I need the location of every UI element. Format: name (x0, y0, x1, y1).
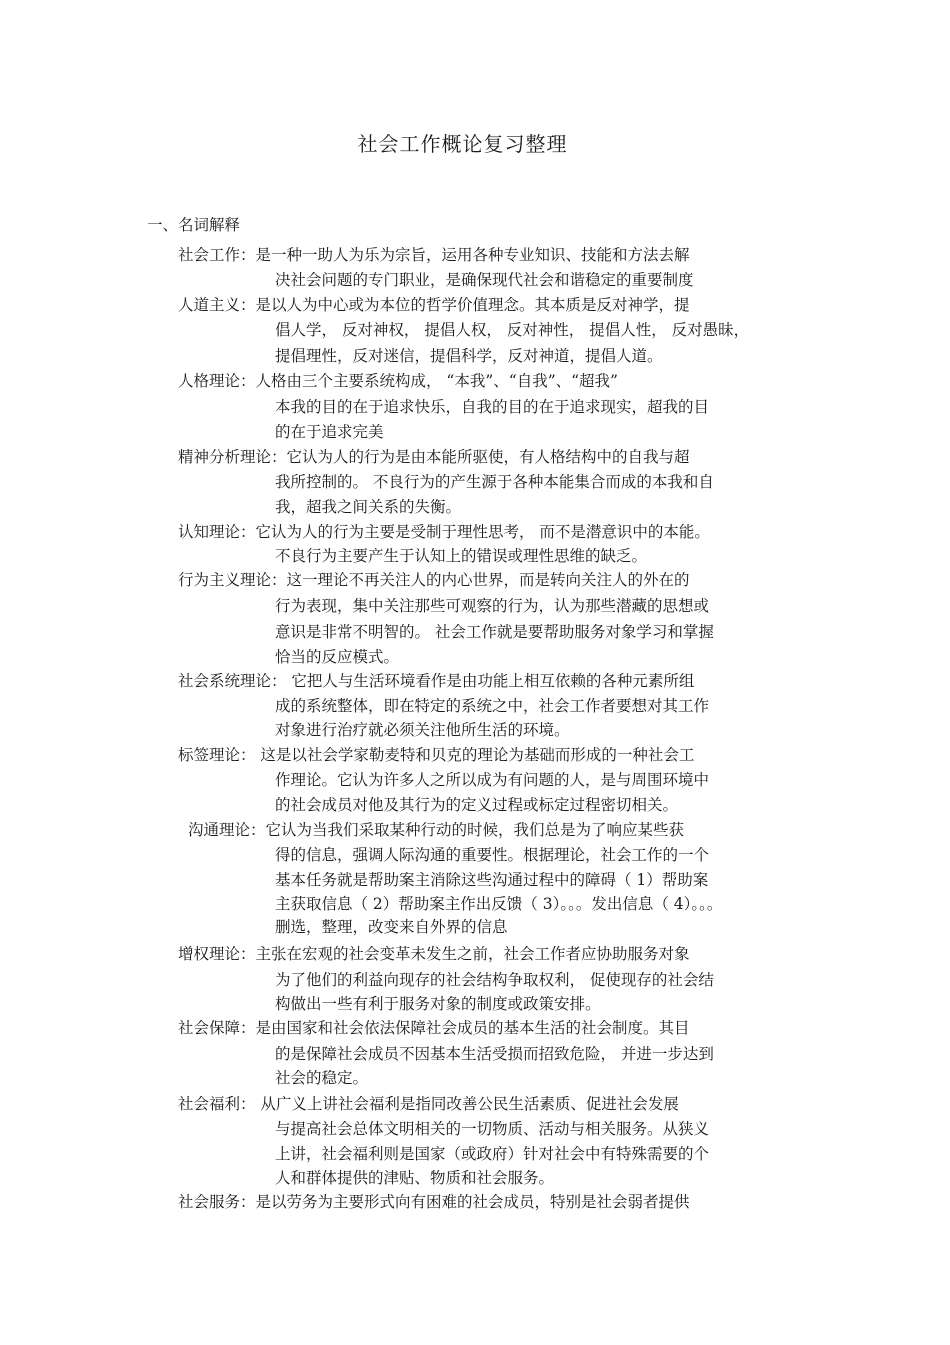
text-line: 社会服务：是以劳务为主要形式向有困难的社会成员，特别是社会弱者提供 (178, 1193, 690, 1211)
text-line: 构做出一些有利于服务对象的制度或政策安排。 (275, 995, 601, 1013)
text-line: 我，超我之间关系的失衡。 (275, 498, 462, 516)
text-line: 精神分析理论：它认为人的行为是由本能所驱使，有人格结构中的自我与超 (178, 448, 690, 466)
text-line: 社会系统理论： 它把人与生活环境看作是由功能上相互依赖的各种元素所组 (178, 672, 695, 690)
text-line: 作理论。它认为许多人之所以成为有问题的人，是与周围环境中 (275, 771, 710, 789)
text-line: 认知理论：它认为人的行为主要是受制于理性思考， 而不是潜意识中的本能。 (178, 523, 710, 541)
text-line: 社会保障：是由国家和社会依法保障社会成员的基本生活的社会制度。其目 (178, 1019, 690, 1037)
text-line: 人道主义：是以人为中心或为本位的哲学价值理念。其本质是反对神学，提 (178, 296, 690, 314)
text-line: 决社会问题的专门职业，是确保现代社会和谐稳定的重要制度 (275, 271, 694, 289)
text-line: 社会福利： 从广义上讲社会福利是指同改善公民生活素质、促进社会发展 (178, 1095, 679, 1113)
text-line: 得的信息，强调人际沟通的重要性。根据理论，社会工作的一个 (275, 846, 710, 864)
text-line: 沟通理论：它认为当我们采取某种行动的时候，我们总是为了响应某些获 (188, 821, 685, 839)
text-line: 倡人学， 反对神权， 提倡人权， 反对神性， 提倡人性， 反对愚昧， (275, 321, 750, 339)
text-line: 主获取信息（ 2）帮助案主作出反馈（ 3）。。。发出信息（ 4）。。。 (275, 895, 723, 913)
text-line: 增权理论：主张在宏观的社会变革未发生之前，社会工作者应协助服务对象 (178, 945, 690, 963)
text-line: 对象进行治疗就必须关注他所生活的环境。 (275, 721, 570, 739)
text-line: 的是保障社会成员不因基本生活受损而招致危险， 并进一步达到 (275, 1045, 714, 1063)
section-heading: 一、名词解释 (147, 216, 241, 234)
text-line: 社会工作：是一种一助人为乐为宗旨，运用各种专业知识、技能和方法去解 (178, 246, 690, 264)
text-line: 行为主义理论：这一理论不再关注人的内心世界，而是转向关注人的外在的 (178, 571, 690, 589)
text-line: 与提高社会总体文明相关的一切物质、活动与相关服务。从狭义 (275, 1120, 710, 1138)
text-line: 基本任务就是帮助案主消除这些沟通过程中的障碍（ 1）帮助案 (275, 871, 709, 889)
text-line: 的在于追求完美 (275, 423, 384, 441)
text-line: 的社会成员对他及其行为的定义过程或标定过程密切相关。 (275, 796, 679, 814)
text-line: 恰当的反应模式。 (275, 648, 400, 666)
text-line: 人格理论：人格由三个主要系统构成， “本我”、“自我”、“超我” (178, 372, 618, 390)
text-line: 社会的稳定。 (275, 1069, 369, 1087)
text-line: 上讲，社会福利则是国家（或政府）针对社会中有特殊需要的个 (275, 1145, 710, 1163)
text-line: 人和群体提供的津贴、物质和社会服务。 (275, 1169, 555, 1187)
text-line: 行为表现，集中关注那些可观察的行为，认为那些潜藏的思想或 (275, 597, 710, 615)
text-line: 意识是非常不明智的。 社会工作就是要帮助服务对象学习和掌握 (275, 623, 714, 641)
text-line: 为了他们的利益向现存的社会结构争取权利， 促使现存的社会结 (275, 971, 714, 989)
text-line: 我所控制的。 不良行为的产生源于各种本能集合而成的本我和自 (275, 473, 714, 491)
text-line: 提倡理性，反对迷信，提倡科学，反对神道，提倡人道。 (275, 347, 663, 365)
page-title: 社会工作概论复习整理 (357, 132, 568, 156)
text-line: 本我的目的在于追求快乐，自我的目的在于追求现实，超我的目 (275, 398, 710, 416)
text-line: 标签理论： 这是以社会学家勒麦特和贝克的理论为基础而形成的一种社会工 (178, 746, 695, 764)
text-line: 删选，整理，改变来自外界的信息 (275, 918, 508, 936)
text-line: 成的系统整体，即在特定的系统之中，社会工作者要想对其工作 (275, 697, 710, 715)
text-line: 不良行为主要产生于认知上的错误或理性思维的缺乏。 (275, 547, 648, 565)
